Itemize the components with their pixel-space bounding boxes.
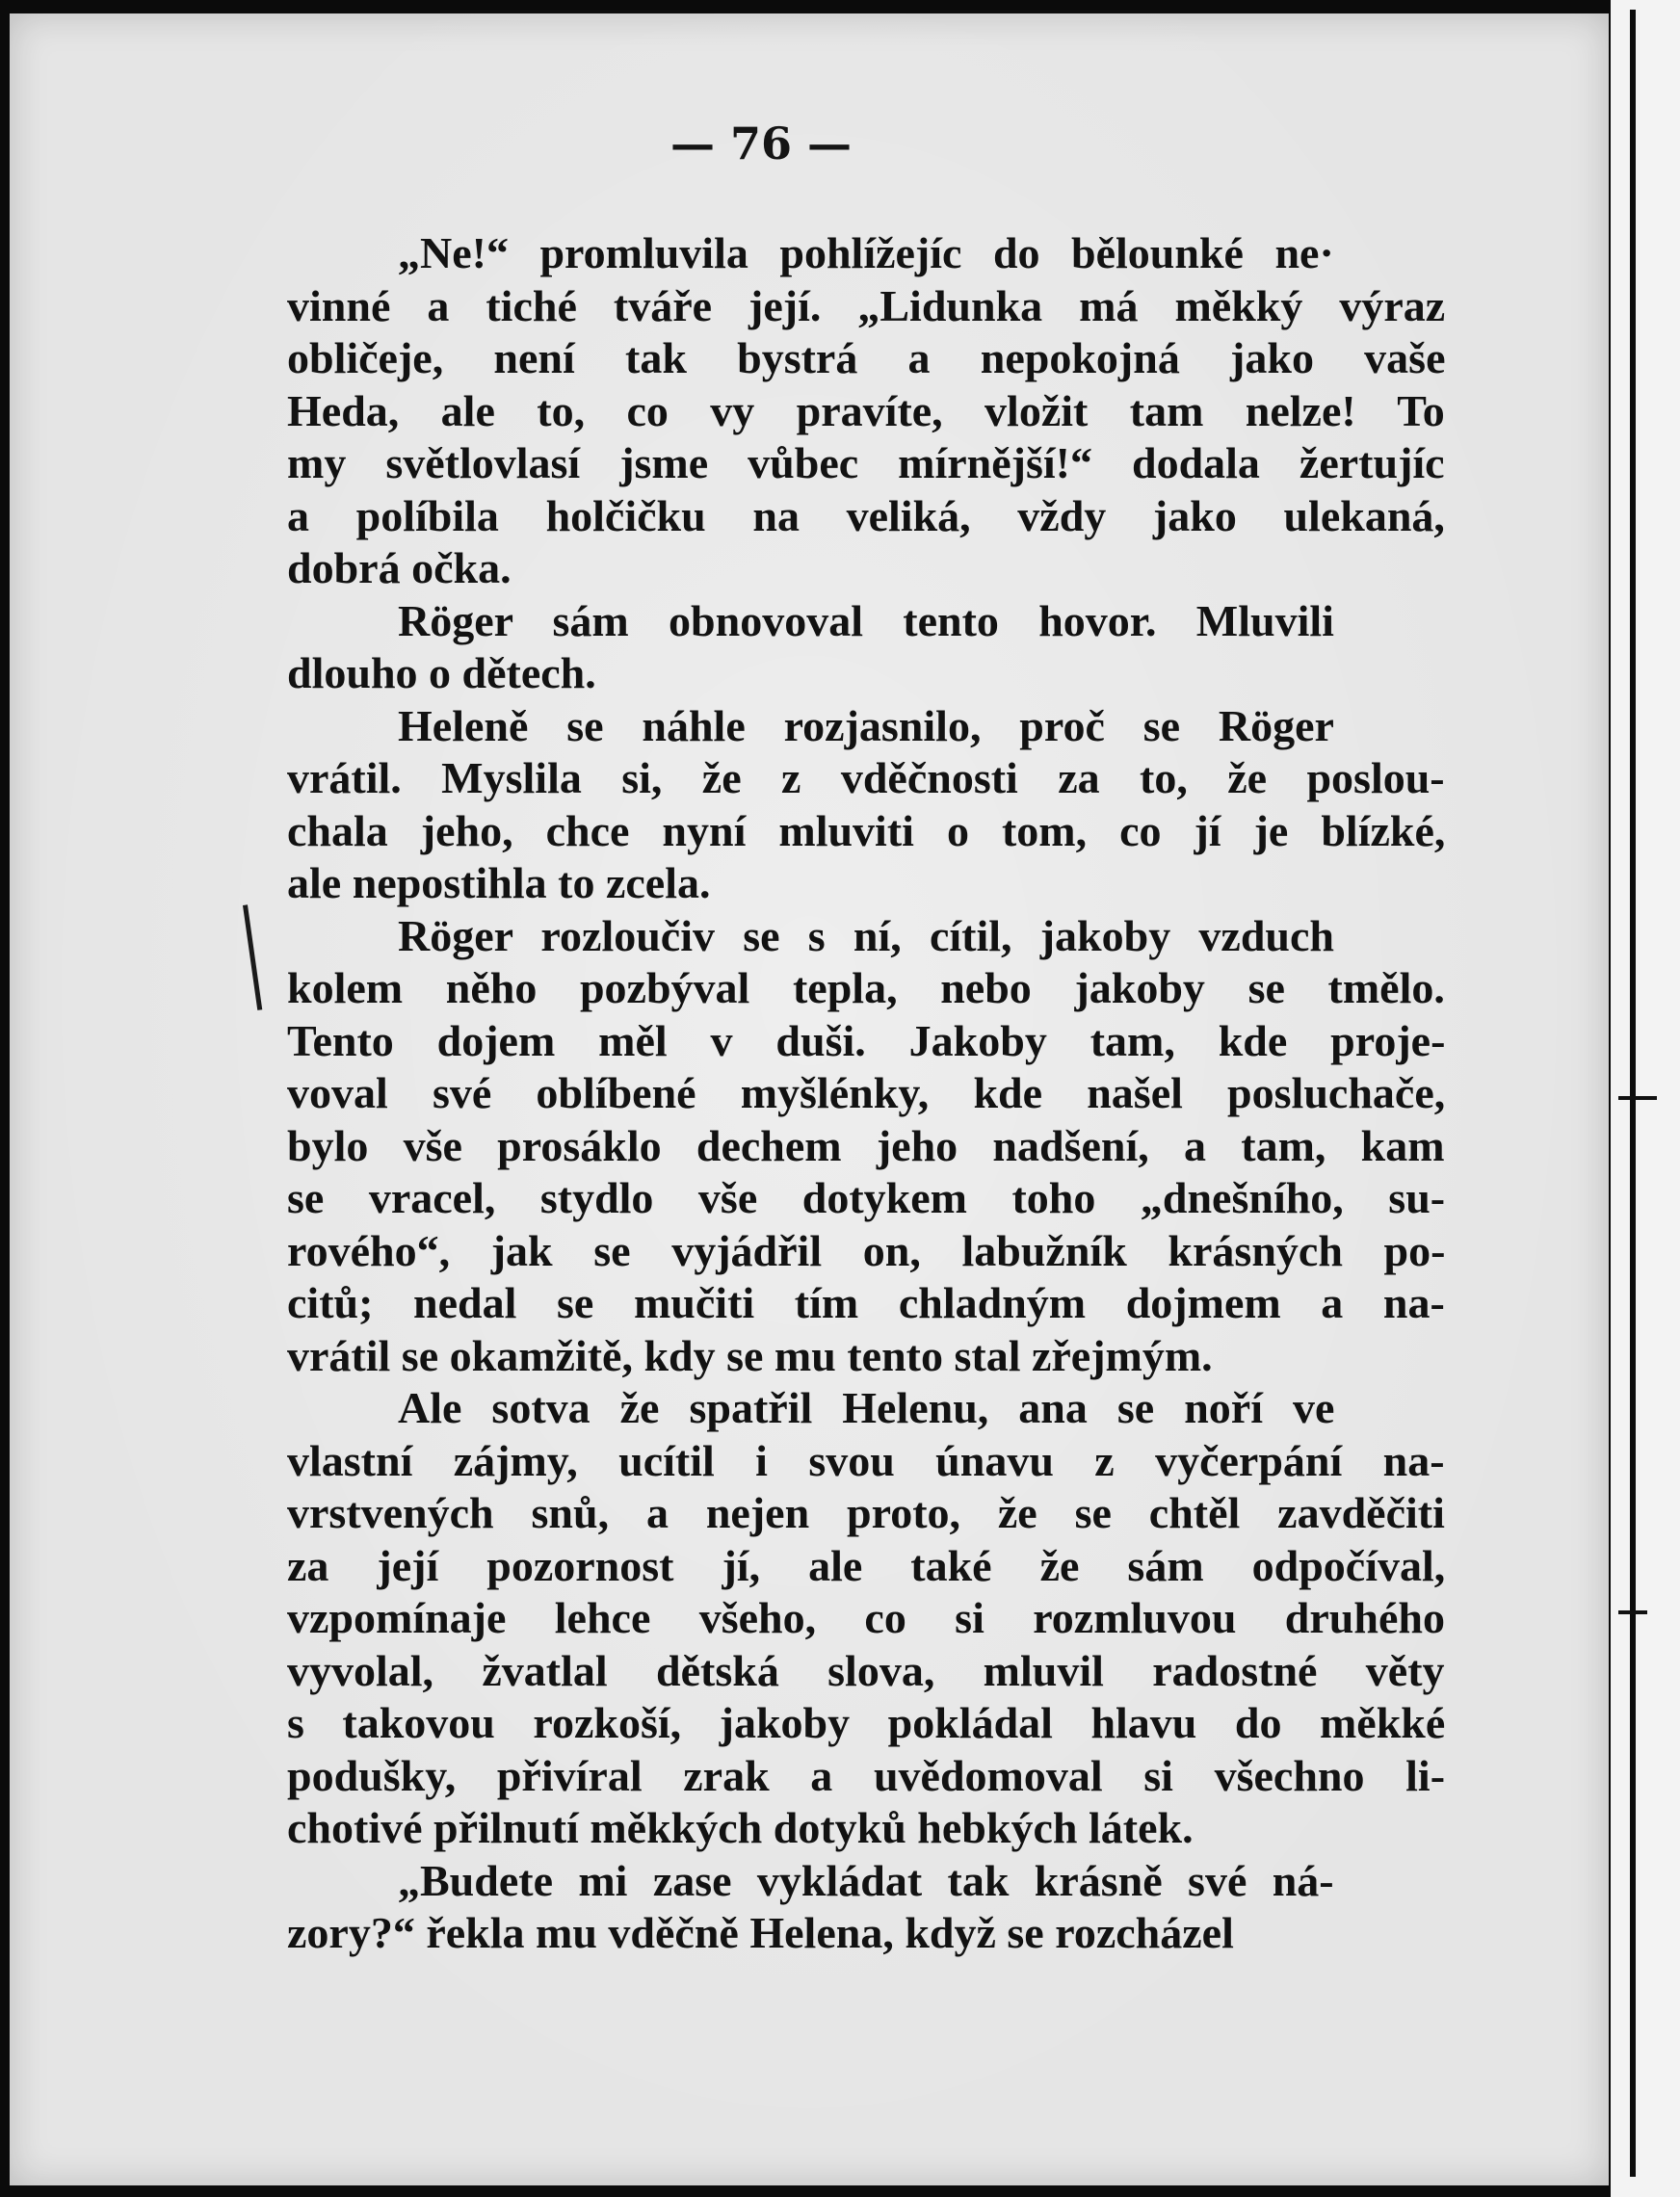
text-line: vlastní zájmy, ucítil i svou únavu z vyčerpání na- — [287, 1435, 1445, 1485]
text-line: dobrá očka. — [287, 543, 512, 592]
text-line: Röger sám obnovoval tento hovor. Mluvili — [398, 595, 1334, 645]
text-line: Ale sotva že spatřil Helenu, ana se noří ve — [398, 1383, 1335, 1432]
text-line: a políbila holčičku na veliká, vždy jako ulekaná, — [287, 490, 1445, 540]
text-line: obličeje, není tak bystrá a nepokojná jako vaše — [287, 333, 1446, 382]
text-line: podušky, přivíral zrak a uvědomoval si všechno li- — [287, 1750, 1446, 1800]
page-edge-strip — [1611, 0, 1680, 2197]
text-line: vrátil se okamžitě, kdy se mu tento stal zřejmým. — [287, 1330, 1213, 1380]
text-line: citů; nedal se mučiti tím chladným dojmem a na- — [287, 1278, 1445, 1327]
text-line: „Budete mi zase vykládat tak krásně své ná- — [398, 1855, 1334, 1905]
text-line: kolem něho pozbýval tepla, nebo jakoby se tmělo. — [287, 963, 1445, 1012]
paragraph — [287, 910, 1445, 1383]
text-line: vinné a tiché tváře její. „Lidunka má měkký výraz — [287, 280, 1446, 330]
edge-tick — [1618, 1096, 1657, 1100]
text-line: voval své oblíbené myšlénky, kde našel posluchače, — [287, 1068, 1446, 1117]
text-line: bylo vše prosáklo dechem jeho nadšení, a tam, kam — [287, 1120, 1445, 1170]
text-line: se vracel, stydlo vše dotykem toho „dnešního, su- — [287, 1173, 1446, 1222]
text-line: vzpomínaje lehce všeho, co si rozmluvou druhého — [287, 1593, 1445, 1642]
text-line: chotivé přilnutí měkkých dotyků hebkých látek. — [287, 1803, 1194, 1852]
edge-tick — [1618, 1610, 1647, 1614]
text-line: za její pozornost jí, ale také že sám odpočíval, — [287, 1540, 1446, 1590]
text-line: vrátil. Myslila si, že z vděčnosti za to, že poslou- — [287, 753, 1445, 802]
text-line: s takovou rozkoší, jakoby pokládal hlavu do měkké — [287, 1698, 1446, 1747]
paragraph — [287, 700, 1445, 910]
text-line: Heda, ale to, co vy pravíte, vložit tam nelze! To — [287, 385, 1445, 435]
body-text — [287, 227, 1445, 1960]
text-line: zory?“ řekla mu vděčně Helena, když se rozcházel — [287, 1908, 1234, 1957]
text-line: chala jeho, chce nyní mluviti o tom, co jí je blízké, — [287, 805, 1446, 855]
text-line: Röger rozloučiv se s ní, cítil, jakoby vzduch — [398, 910, 1335, 960]
text-line: „Ne!“ promluvila pohlížejíc do bělounké ne· — [398, 228, 1334, 277]
paragraph — [287, 595, 1445, 700]
page-edge-rule — [1630, 10, 1636, 2177]
text-line: dlouho o dětech. — [287, 648, 596, 697]
text-line: ale nepostihla to zcela. — [287, 858, 711, 907]
text-line: my světlovlasí jsme vůbec mírnější!“ dodala žertujíc — [287, 438, 1445, 487]
text-line: vyvolal, žvatlal dětská slova, mluvil radostné věty — [287, 1645, 1445, 1695]
paragraph — [287, 1382, 1445, 1855]
text-line: rového“, jak se vyjádřil on, labužník krásných po- — [287, 1225, 1446, 1275]
text-line: vrstvených snů, a nejen proto, že se chtěl zavděčiti — [287, 1488, 1445, 1537]
page-number: — 76 — — [669, 118, 853, 170]
text-line: Tento dojem měl v duši. Jakoby tam, kde proje- — [287, 1015, 1446, 1065]
paragraph — [287, 227, 1445, 595]
text-line: Heleně se náhle rozjasnilo, proč se Röger — [398, 700, 1334, 750]
paragraph — [287, 1855, 1445, 1960]
